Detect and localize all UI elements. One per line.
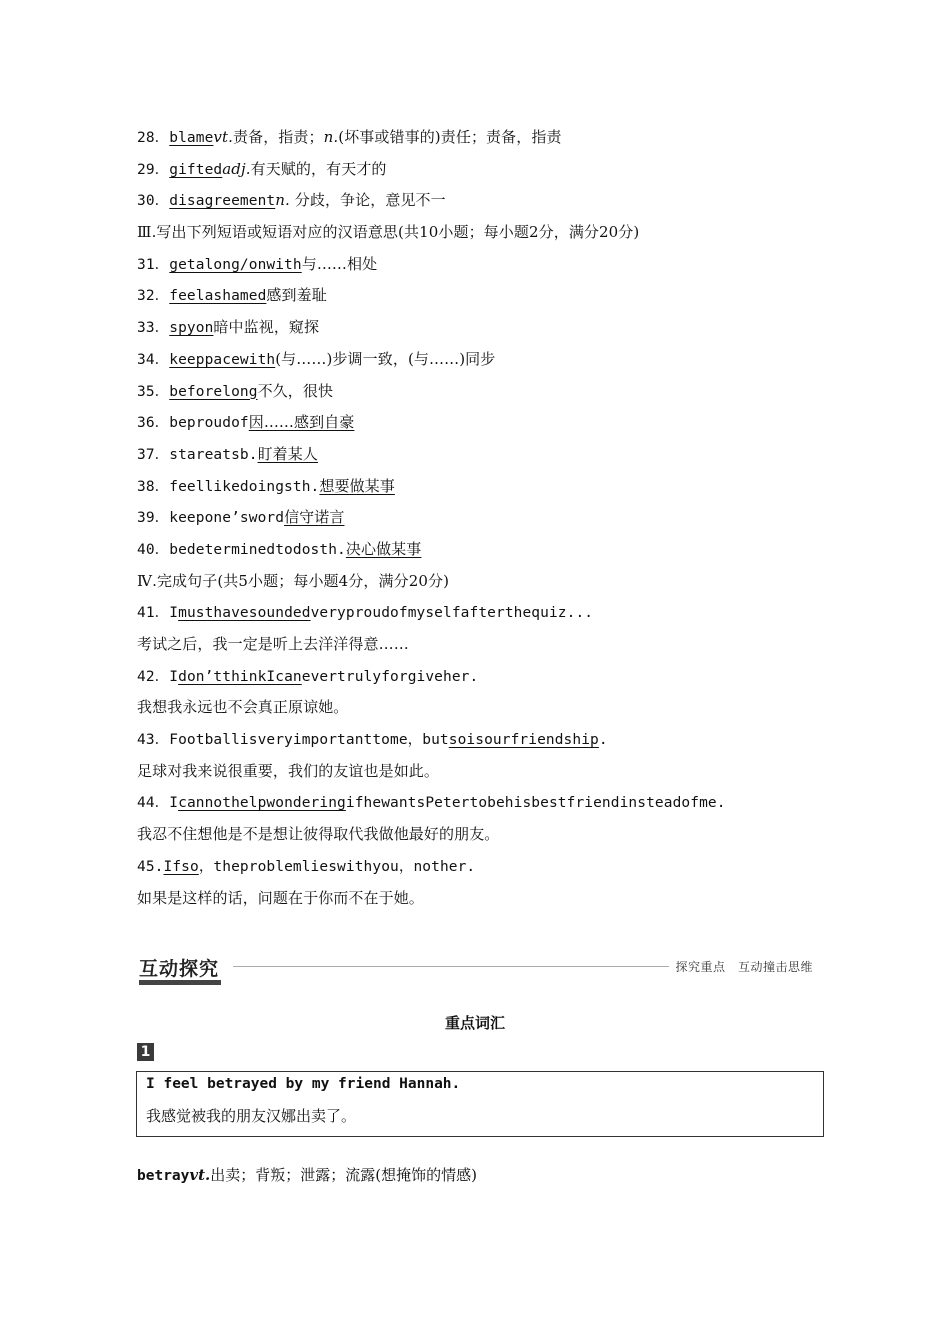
item-44-translation: 我忍不住想他是不是想让彼得取代我做他最好的朋友。 [137,825,500,844]
item-37: 37．stareatsb.盯着某人 [137,444,318,463]
item-41: 41．Imusthavesoundedveryproudofmyselfafterthequiz... [137,605,594,622]
vocab-entry-betray [137,1164,477,1185]
item-36: 36．beproudof因……感到自豪 [137,413,355,432]
section-3-instruction: Ⅲ.写出下列短语或短语对应的汉语意思(共10小题；每小题2分，满分20分) [137,223,640,242]
section-header [137,952,813,988]
item-30: 30．disagreementn. 分歧，争论，意见不一 [137,191,446,210]
item-42-translation: 我想我永远也不会真正原谅她。 [137,698,349,717]
item-31: 31．getalong/onwith与……相处 [137,254,378,273]
section-title-bar [139,980,221,985]
item-38: 38．feellikedoingsth.想要做某事 [137,476,395,495]
item-43-translation: 足球对我来说很重要，我们的友谊也是如此。 [137,761,440,780]
item-40: 40．bedeterminedtodosth.决心做某事 [137,539,422,558]
item-39: 39．keepone’sword信守诺言 [137,508,345,527]
item-45-translation: 如果是这样的话，问题在于你而不在于她。 [137,888,424,907]
item-28: 28．blamevt.责备，指责；n.(坏事或错事的)责任；责备，指责 [137,128,562,146]
example-chinese: 我感觉被我的朋友汉娜出卖了。 [146,1107,357,1125]
section-4-instruction: Ⅳ.完成句子(共5小题；每小题4分，满分20分) [137,571,450,590]
item-number-badge: 1 [137,1043,154,1061]
section-subtitle: 探究重点 互动撞击思维 [675,960,813,974]
section-divider [233,966,669,967]
item-32: 32．feelashamed感到羞耻 [137,286,327,305]
vocab-pos: vt. [189,1166,211,1184]
item-43: 43．Footballisveryimportanttome，butsoisourfriendship. [137,732,608,749]
item-35: 35．beforelong不久，很快 [137,381,334,400]
item-44: 44．IcannothelpwonderingifhewantsPetertobehisbestfriendinsteadofme. [137,795,726,812]
example-box [136,1071,824,1137]
item-29: 29．giftedadj.有天赋的，有天才的 [137,159,387,178]
section-title: 互动探究 [139,958,220,980]
exercise-list [137,122,827,914]
vocab-definition: 出卖；背叛；泄露；流露(想掩饰的情感) [210,1166,477,1184]
item-45: 45.Ifso，theproblemlieswithyou，nother. [137,858,476,875]
key-vocabulary-heading: 重点词汇 [444,1014,505,1032]
item-34: 34．keeppacewith(与……)步调一致，(与……)同步 [137,349,496,368]
item-33: 33．spyon暗中监视，窥探 [137,318,320,337]
example-english: I feel betrayed by my friend Hannah. [146,1076,461,1092]
item-41-translation: 考试之后，我一定是听上去洋洋得意…… [137,635,409,653]
vocab-word: betray [137,1168,190,1184]
item-42: 42．Idon’tthinkIcanevertrulyforgiveher. [137,668,479,685]
